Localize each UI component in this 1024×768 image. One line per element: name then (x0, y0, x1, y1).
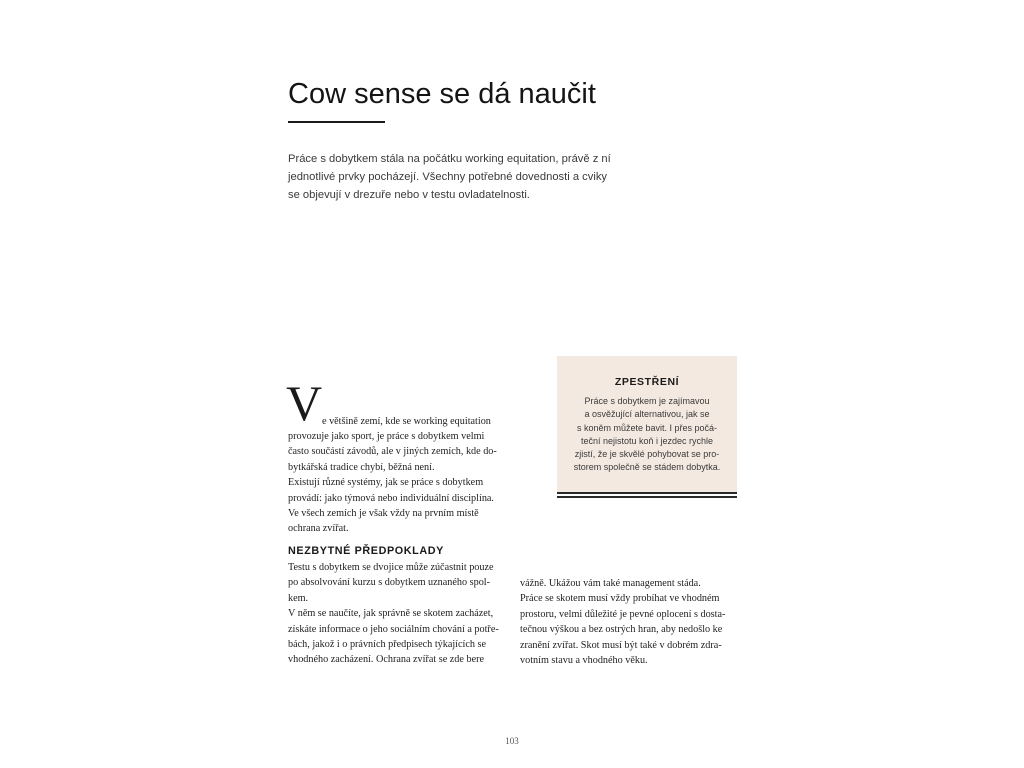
body-line: V něm se naučíte, jak správně se skotem zacházet, (288, 608, 494, 620)
body-paragraph-2-left (288, 560, 499, 668)
sidebar-heading: ZPESTŘENÍ (614, 376, 680, 388)
body-line: bách, jakož i o právních předpisech týkajících se (288, 639, 487, 651)
body-line: votním stavu a vhodného věku. (520, 655, 648, 667)
body-line: často součástí závodů, ale v jiných zemích, kde do- (288, 446, 497, 458)
body-line: získáte informace o jeho sociálním chování a potře- (288, 623, 499, 635)
title-underline (288, 121, 385, 123)
sidebar-line: a osvěžující alternativou, jak se (584, 409, 710, 420)
sidebar-line: s koněm můžete bavit. I přes počá- (576, 422, 718, 433)
body-line: po absolvování kurzu s dobytkem uznaného spol- (288, 577, 491, 589)
body-line: zranění zvířat. Skot musí být také v dobrém zdra- (520, 639, 722, 651)
sidebar-line: Práce s dobytkem je zajímavou (584, 396, 710, 406)
body-line: kem. (288, 592, 309, 604)
body-line: Existují různé systémy, jak se práce s dobytkem (288, 477, 484, 489)
page-title: Cow sense se dá naučit (288, 78, 596, 110)
sidebar-line: teční nejistotu koň i jezdec rychle (580, 435, 714, 446)
drop-cap: V (286, 375, 323, 431)
body-line: ochrana zvířat. (288, 523, 349, 535)
body-line: vážně. Ukážou vám také management stáda. (520, 578, 701, 589)
body-line: vhodného zacházení. Ochrana zvířat se zde bere (288, 654, 484, 666)
intro-line: Práce s dobytkem stála na počátku working equitation, právě z ní (288, 153, 611, 165)
sidebar-line: zjistí, že je skvělé pohybovat se pro- (574, 449, 720, 460)
body-line: Testu s dobytkem se dvojice může zúčastnit pouze (288, 562, 494, 573)
intro-line: jednotlivé prvky pocházejí. Všechny potřebné dovednosti a cviky (288, 171, 608, 183)
body-line: provozuje jako sport, je práce s dobytkem velmi (288, 431, 485, 442)
body-paragraph-2-right (520, 576, 725, 668)
intro-line: se objevují v drezuře nebo v testu ovladatelnosti. (288, 189, 530, 201)
sidebar-rule-top (557, 492, 737, 494)
sidebar-rule-bottom (557, 496, 737, 498)
body-line: Ve všech zemích je však vždy na prvním místě (288, 508, 479, 520)
body-line: tečnou výškou a bez ostrých hran, aby nedošlo ke (520, 624, 723, 636)
body-line: provádí: jako týmová nebo individuální disciplína. (288, 492, 494, 504)
body-paragraph-1 (288, 429, 497, 537)
intro-paragraph (288, 150, 658, 204)
lead-line: e většině zemí, kde se working equitation (322, 416, 491, 427)
body-line: prostoru, velmi důležité je pevné oplocení s dosta- (520, 608, 726, 620)
sidebar-text (557, 395, 737, 475)
section-heading: NEZBYTNÉ PŘEDPOKLADY (288, 545, 444, 557)
page-number: 103 (505, 736, 519, 746)
body-line: bytkářská tradice chybí, běžná není. (288, 461, 435, 473)
sidebar-line: storem společně se stádem dobytka. (573, 462, 721, 473)
body-line: Práce se skotem musí vždy probíhat ve vhodném (520, 593, 720, 605)
